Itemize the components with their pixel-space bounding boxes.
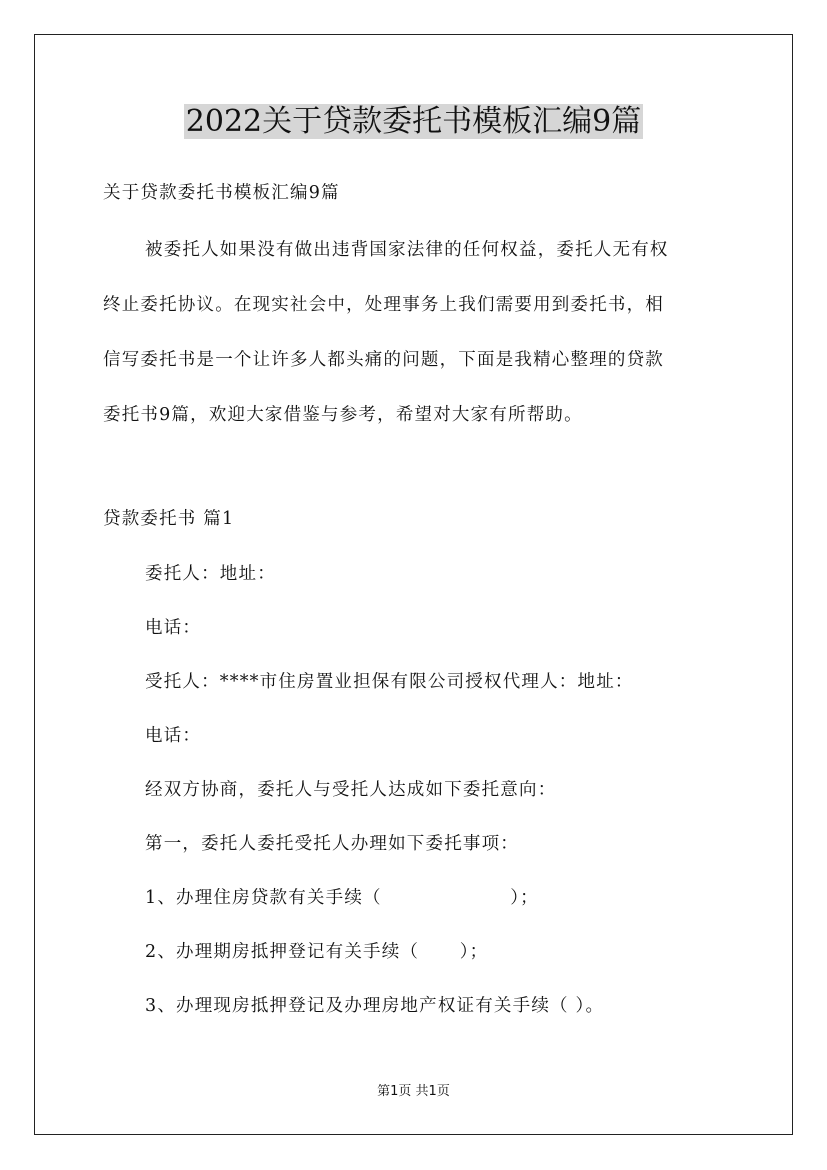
body-line: 电话： [145, 726, 202, 746]
body-line: 第一，委托人委托受托人办理如下委托事项： [145, 834, 519, 854]
document-subtitle: 关于贷款委托书模板汇编9篇 [103, 183, 340, 203]
body-line: 电话： [145, 618, 202, 638]
body-line: 3、办理现房抵押登记及办理房地产权证有关手续（ ）。 [145, 996, 605, 1016]
body-line: 2、办理期房抵押登记有关手续（ ）； [145, 942, 489, 962]
document-title-text: 2022关于贷款委托书模板汇编9篇 [185, 104, 642, 139]
page-number: 第1页 共1页 [377, 1084, 450, 1099]
intro-line: 终止委托协议。在现实社会中，处理事务上我们需要用到委托书，相 [103, 295, 664, 315]
intro-line: 信写委托书是一个让许多人都头痛的问题，下面是我精心整理的贷款 [103, 350, 664, 370]
body-line: 受托人：****市住房置业担保有限公司授权代理人：地址： [145, 672, 634, 692]
intro-line: 被委托人如果没有做出违背国家法律的任何权益，委托人无有权 [145, 240, 669, 260]
body-line: 1、办理住房贷款有关手续（ ）； [145, 888, 539, 908]
body-line: 委托人：地址： [145, 564, 276, 584]
section-heading: 贷款委托书 篇1 [103, 509, 235, 529]
body-line: 经双方协商，委托人与受托人达成如下委托意向： [145, 780, 557, 800]
intro-line: 委托书9篇，欢迎大家借鉴与参考，希望对大家有所帮助。 [103, 405, 583, 425]
document-title [0, 100, 827, 144]
